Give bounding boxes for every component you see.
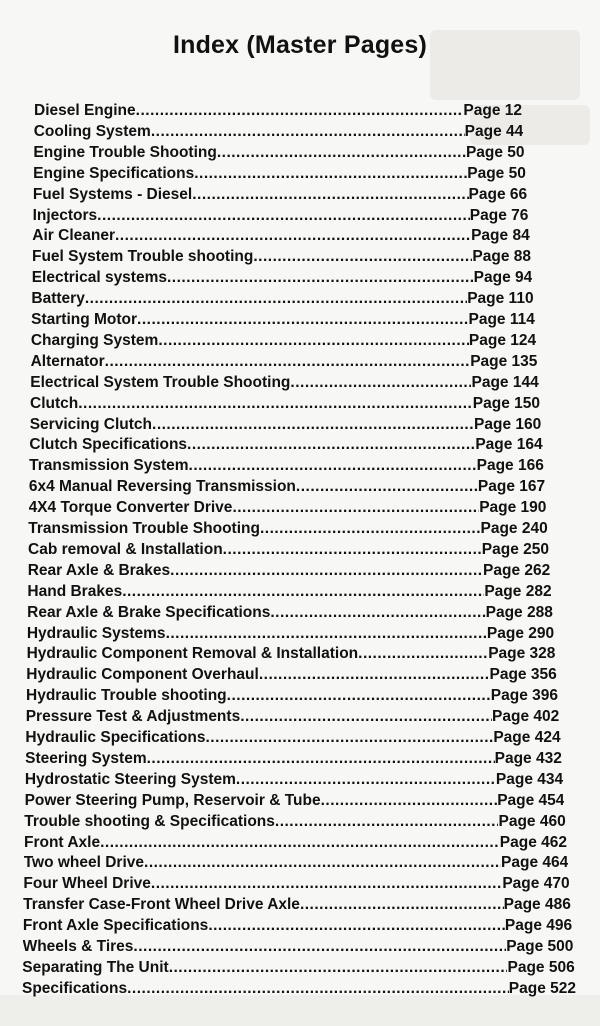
index-entry-title: 6x4 Manual Reversing Transmission — [28, 478, 296, 496]
dot-leader — [100, 832, 500, 853]
dot-leader — [205, 727, 493, 748]
index-entry — [32, 225, 529, 246]
index-entry-title: Electrical System Trouble Shooting — [30, 373, 291, 391]
index-entry-page: Page 460 — [498, 812, 566, 830]
index-entry-page: Page 144 — [471, 373, 539, 391]
index-entry-title: Fuel System Trouble shooting — [32, 248, 254, 266]
index-entry-page: Page 356 — [489, 666, 557, 684]
index-entry — [32, 246, 531, 267]
page-title: Index (Master Pages) — [172, 30, 428, 59]
dot-leader — [133, 936, 506, 957]
index-entry-title: Clutch — [30, 394, 79, 412]
index-entry-page: Page 290 — [486, 624, 555, 642]
index-entry-title: Injectors — [32, 206, 98, 224]
index-entry-page: Page 76 — [469, 206, 529, 224]
dot-leader — [217, 142, 466, 163]
index-entry — [28, 560, 551, 581]
index-entry — [33, 163, 526, 184]
dot-leader — [358, 643, 488, 664]
dot-leader — [321, 790, 498, 811]
index-entry — [31, 288, 533, 309]
index-entry-title: Four Wheel Drive — [23, 875, 151, 893]
dot-leader — [300, 894, 504, 915]
index-entry — [25, 727, 560, 748]
dot-leader — [240, 706, 492, 727]
index-entry-title: Pressure Test & Adjustments — [25, 708, 241, 726]
index-entry-title: Rear Axle & Brake Specifications — [27, 603, 271, 621]
index-entry — [23, 873, 569, 894]
index-entry — [29, 497, 547, 518]
dot-leader — [78, 393, 473, 414]
index-entry — [24, 852, 569, 873]
dot-leader — [127, 978, 509, 999]
index-entry-page: Page 288 — [485, 603, 553, 621]
index-entry-title: Hydraulic Component Removal & Installation — [26, 645, 359, 663]
index-entry-page: Page 454 — [497, 791, 565, 809]
index-entry — [33, 184, 527, 205]
index-entry — [31, 351, 538, 372]
index-entry-title: Alternator — [30, 352, 105, 370]
dot-leader — [152, 414, 474, 435]
dot-leader — [232, 497, 479, 518]
dot-leader — [151, 873, 502, 894]
index-entry — [30, 414, 542, 435]
index-entry-page: Page 402 — [492, 708, 560, 726]
index-entry-page: Page 166 — [476, 457, 544, 475]
index-entry-page: Page 167 — [477, 478, 546, 496]
dot-leader — [189, 455, 477, 476]
index-entry-page: Page 164 — [475, 436, 543, 454]
index-entry — [30, 393, 540, 414]
index-entry-page: Page 124 — [468, 331, 537, 349]
index-entry — [32, 267, 533, 288]
index-entry-title: Electrical systems — [31, 269, 167, 287]
index-entry — [29, 455, 544, 476]
index-entry-title: Hand Brakes — [27, 582, 123, 600]
dot-leader — [167, 267, 474, 288]
index-entry — [26, 685, 558, 706]
index-entry-title: Trouble shooting & Specifications — [24, 812, 275, 830]
index-entry — [27, 623, 554, 644]
index-entry-title: Transmission System — [29, 457, 189, 475]
dot-leader — [169, 957, 508, 978]
index-entry — [33, 142, 524, 163]
index-entry — [24, 832, 567, 853]
index-entry — [28, 518, 547, 539]
dot-leader — [187, 434, 475, 455]
index-entry — [23, 936, 574, 957]
index-entry-title: Servicing Clutch — [29, 415, 153, 433]
index-entry — [25, 790, 565, 811]
index-entry-page: Page 135 — [470, 352, 538, 370]
index-entry-page: Page 328 — [488, 645, 556, 663]
dot-leader — [290, 372, 471, 393]
index-entry-title: Hydraulic Component Overhaul — [26, 666, 259, 684]
index-entry-title: Wheels & Tires — [22, 938, 134, 955]
dot-leader — [236, 769, 496, 790]
index-entry-page: Page 50 — [465, 143, 525, 161]
index-entry-title: Fuel Systems - Diesel — [32, 185, 193, 203]
dot-leader — [192, 184, 468, 205]
dot-leader — [97, 205, 470, 226]
dot-leader — [105, 351, 471, 372]
dot-leader — [144, 852, 501, 873]
index-entry — [31, 330, 536, 351]
index-entry-title: Starting Motor — [31, 311, 138, 328]
index-entry — [26, 664, 556, 685]
dot-leader — [259, 664, 490, 685]
index-entry-page: Page 262 — [483, 561, 551, 579]
index-entry-page: Page 114 — [468, 311, 535, 328]
index-entry-page: Page 432 — [494, 749, 562, 767]
index-entry-title: Hydraulic Specifications — [25, 729, 206, 746]
dot-leader — [151, 121, 465, 142]
index-entry-page: Page 282 — [484, 582, 552, 600]
dot-leader — [85, 288, 467, 309]
dot-leader — [170, 560, 483, 581]
index-entry-title: Battery — [31, 290, 85, 308]
dot-leader — [275, 811, 499, 832]
index-entry-page: Page 250 — [481, 540, 549, 558]
index-entry-title: Hydrostatic Steering System — [24, 770, 236, 788]
index-entry — [31, 309, 535, 330]
index-entry-title: Power Steering Pump, Reservoir & Tube — [24, 791, 321, 809]
index-entry-page: Page 506 — [507, 958, 575, 976]
bleed-through-band — [0, 995, 600, 1026]
index-entry-page: Page 88 — [472, 248, 531, 266]
index-entry-title: Air Cleaner — [32, 227, 115, 245]
index-entry-page: Page 424 — [493, 729, 561, 746]
index-entry-page: Page 396 — [490, 687, 558, 705]
index-entry-page: Page 500 — [506, 938, 574, 955]
index-entry-page: Page 110 — [467, 290, 534, 308]
index-entry-title: Engine Specifications — [33, 164, 195, 182]
index-entry-page: Page 190 — [479, 499, 547, 517]
index-entry-title: Cooling System — [33, 122, 151, 140]
index-entry — [25, 769, 563, 790]
dot-leader — [253, 246, 472, 267]
index-entry-page: Page 44 — [464, 122, 524, 140]
index-entry-page: Page 496 — [504, 917, 573, 935]
index-entry-page: Page 12 — [463, 102, 522, 119]
index-entry-title: Front Axle — [24, 833, 101, 851]
index-entry-title: Engine Trouble Shooting — [33, 143, 217, 161]
index-entry-title: Separating The Unit — [22, 958, 169, 976]
index-entry-title: Charging System — [30, 331, 159, 349]
index-entry — [33, 205, 529, 226]
dot-leader — [115, 225, 471, 246]
dot-leader — [122, 581, 484, 602]
dot-leader — [208, 915, 505, 936]
index-entry-title: Cab removal & Installation — [28, 540, 223, 558]
index-entry — [29, 434, 542, 455]
index-entry — [27, 602, 553, 623]
index-entry-page: Page 94 — [473, 269, 533, 287]
index-entry — [25, 748, 562, 769]
index-entry-page: Page 84 — [471, 227, 530, 245]
index-entry-page: Page 66 — [468, 185, 528, 203]
index-entry-title: Specifications — [22, 979, 128, 997]
index-entry-title: Clutch Specifications — [29, 436, 188, 454]
index-entry — [23, 915, 572, 936]
index-entry — [22, 957, 574, 978]
index-entry — [28, 539, 549, 560]
index-entry — [27, 581, 551, 602]
index-entry-title: Two wheel Drive — [23, 854, 145, 872]
index-entry — [27, 643, 556, 664]
index-entry — [24, 811, 565, 832]
index-entry-title: Hydraulic Systems — [26, 624, 166, 642]
index-entry-page: Page 462 — [499, 833, 567, 851]
index-entry-title: Transfer Case-Front Wheel Drive Axle — [23, 896, 300, 914]
dot-leader — [147, 748, 495, 769]
dot-leader — [194, 163, 467, 184]
index-entry — [34, 121, 524, 142]
dot-leader — [296, 476, 478, 497]
index-entry — [34, 100, 522, 121]
index-entry — [29, 476, 545, 497]
index-entry-title: Rear Axle & Brakes — [27, 561, 171, 579]
dot-leader — [270, 602, 485, 623]
dot-leader — [260, 518, 481, 539]
index-entry-page: Page 522 — [508, 979, 576, 997]
dot-leader — [137, 309, 468, 330]
index-entry — [26, 706, 560, 727]
index-entry-page: Page 160 — [474, 415, 542, 433]
index-entry-page: Page 486 — [503, 896, 571, 914]
index-entry — [30, 372, 538, 393]
dot-leader — [227, 685, 491, 706]
index-entry-title: Front Axle Specifications — [22, 917, 209, 935]
index-entry-page: Page 464 — [501, 854, 569, 872]
index-entry-title: Transmission Trouble Shooting — [28, 520, 260, 537]
dot-leader — [136, 100, 464, 121]
index-entry-page: Page 434 — [495, 770, 564, 788]
index-entry-title: Hydraulic Trouble shooting — [26, 687, 227, 705]
index-entry — [22, 978, 576, 999]
index-entry-page: Page 50 — [467, 164, 526, 182]
index-entry-page: Page 470 — [502, 875, 570, 893]
index-entry-page: Page 150 — [472, 394, 540, 412]
index-entry-title: 4X4 Torque Converter Drive — [28, 499, 233, 517]
index-entry-title: Diesel Engine — [34, 102, 136, 119]
dot-leader — [223, 539, 482, 560]
index-entry-title: Steering System — [25, 749, 147, 767]
index-entry-page: Page 240 — [480, 520, 548, 537]
dot-leader — [166, 623, 487, 644]
index-entry — [23, 894, 571, 915]
dot-leader — [158, 330, 469, 351]
